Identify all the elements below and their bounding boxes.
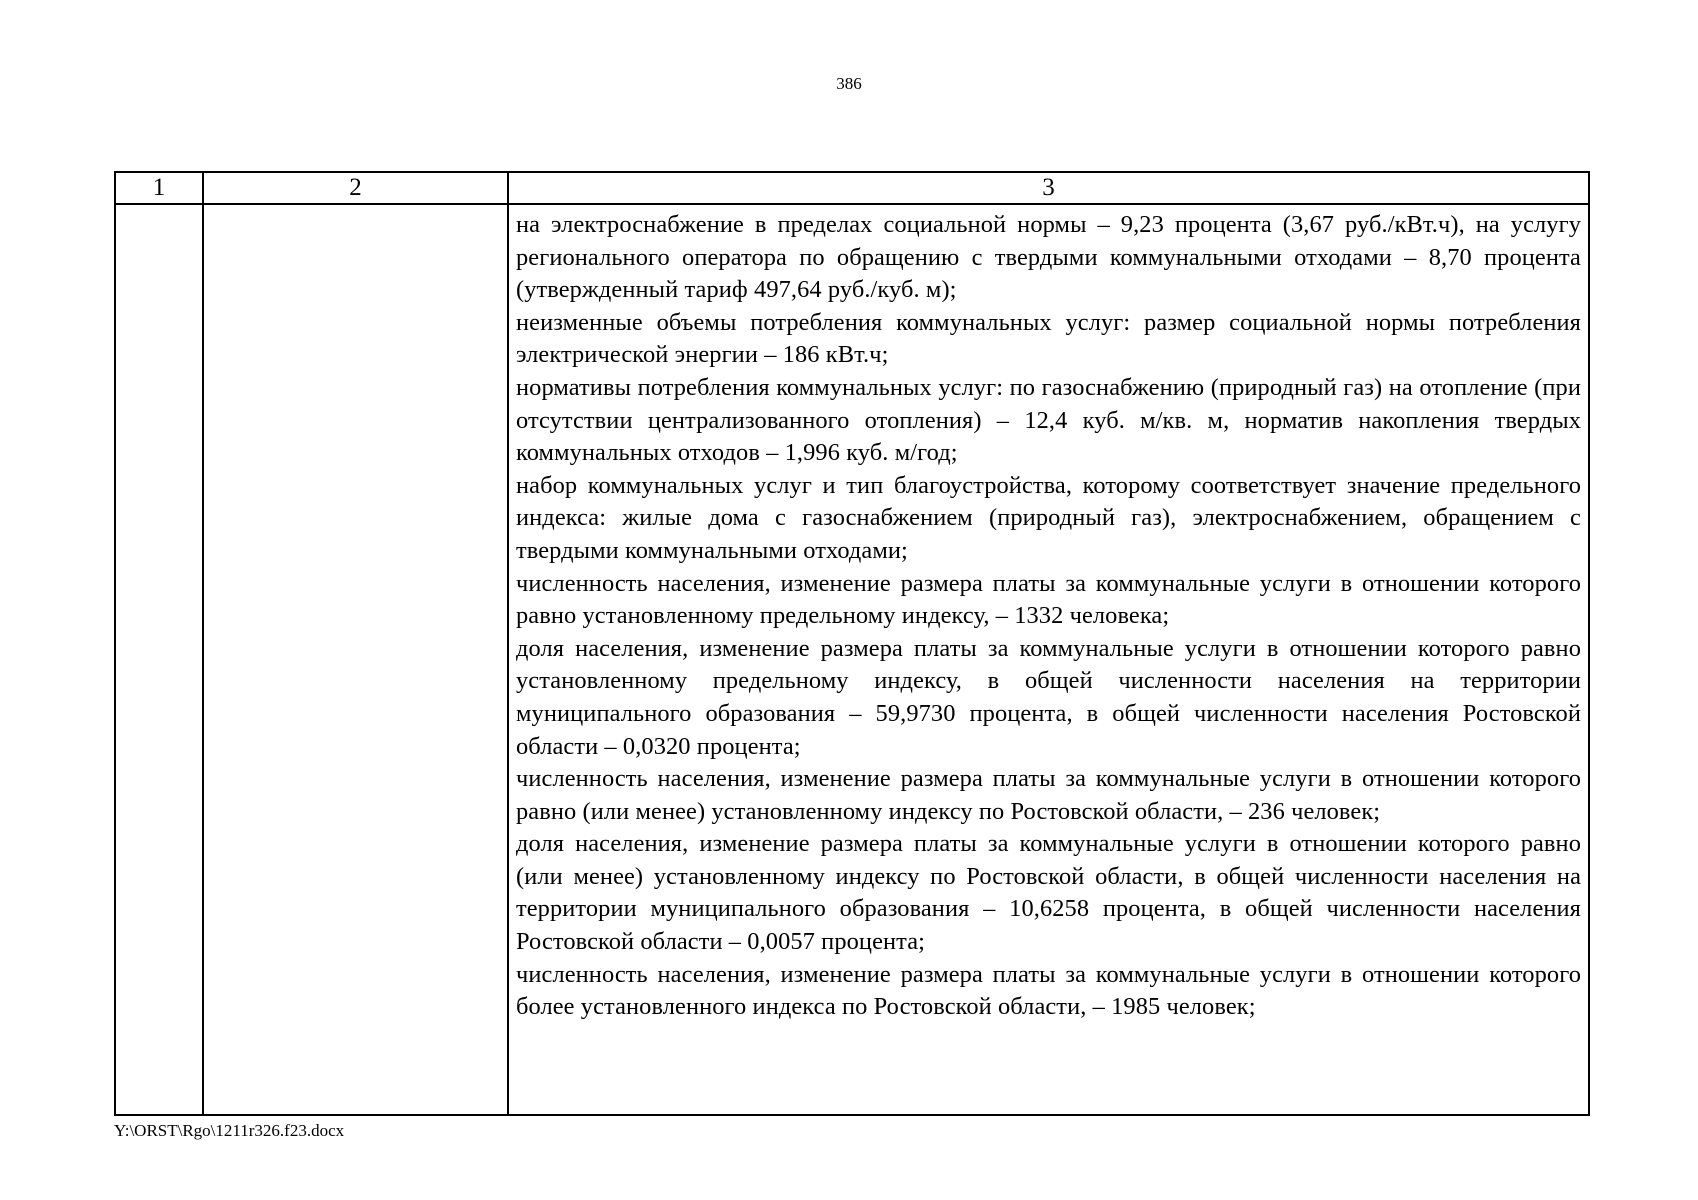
page-number: 386 [836,74,862,93]
paragraph: численность населения, изменение размера платы за коммунальные услуги в отношении которого равно установленному предельному индексу, – 1332 человека; [516,569,1581,630]
paragraph: доля населения, изменение размера платы за коммунальные услуги в отношении которого равно установленному предельному индексу, в общей численности населения на территории муниципального образования – 59,9730 процента, в общей численности населения Ростовской области – 0,0320 процента; [516,634,1581,760]
paragraph: численность населения, изменение размера платы за коммунальные услуги в отношении которого равно (или менее) установленному индексу по Ростовской области, – 236 человек; [516,765,1581,825]
cell-col-3 [508,204,1589,1115]
paragraph: доля населения, изменение размера платы за коммунальные услуги в отношении которого равно (или менее) установленному индексу по Ростовской области, в общей численности населения на территории муниципального образования – 10,6258 процента, в общей численности населения Ростовской области – 0,0057 процента; [516,830,1581,956]
table-row [115,204,1589,1115]
cell-col-1 [115,204,203,1115]
cell-col-2 [203,204,508,1115]
column-header-3: 3 [508,172,1589,204]
paragraph: нормативы потребления коммунальных услуг: по газоснабжению (природный газ) на отопление (при отсутствии централизованного отопления) – 12,4 куб. м/кв. м, норматив накопления твердых коммунальных отходов – 1,996 куб. м/год; [516,373,1581,467]
column-header-1: 1 [115,172,203,204]
paragraph: численность населения, изменение размера платы за коммунальные услуги в отношении которого более установленного индекса по Ростовской области, – 1985 человек; [516,960,1581,1021]
paragraph: на электроснабжение в пределах социальной нормы – 9,23 процента (3,67 руб./кВт.ч), на услугу регионального оператора по обращению с твердыми коммунальными отходами – 8,70 процента (утвержденный тариф 497,64 руб./куб. м); [516,211,1581,304]
paragraph: набор коммунальных услуг и тип благоустройства, которому соответствует значение предельного индекса: жилые дома с газоснабжением (природный газ), электроснабжением, обращением с твердыми коммунальными отходами; [516,471,1581,564]
footer-file-path: Y:\ORST\Rgo\1211r326.f23.docx [114,1121,345,1140]
paragraph: неизменные объемы потребления коммунальных услуг: размер социальной нормы потребления электрической энергии – 186 кВт.ч; [516,308,1581,369]
table-header-row [115,172,1589,204]
content-table [114,171,1590,1116]
column-header-2: 2 [203,172,508,204]
